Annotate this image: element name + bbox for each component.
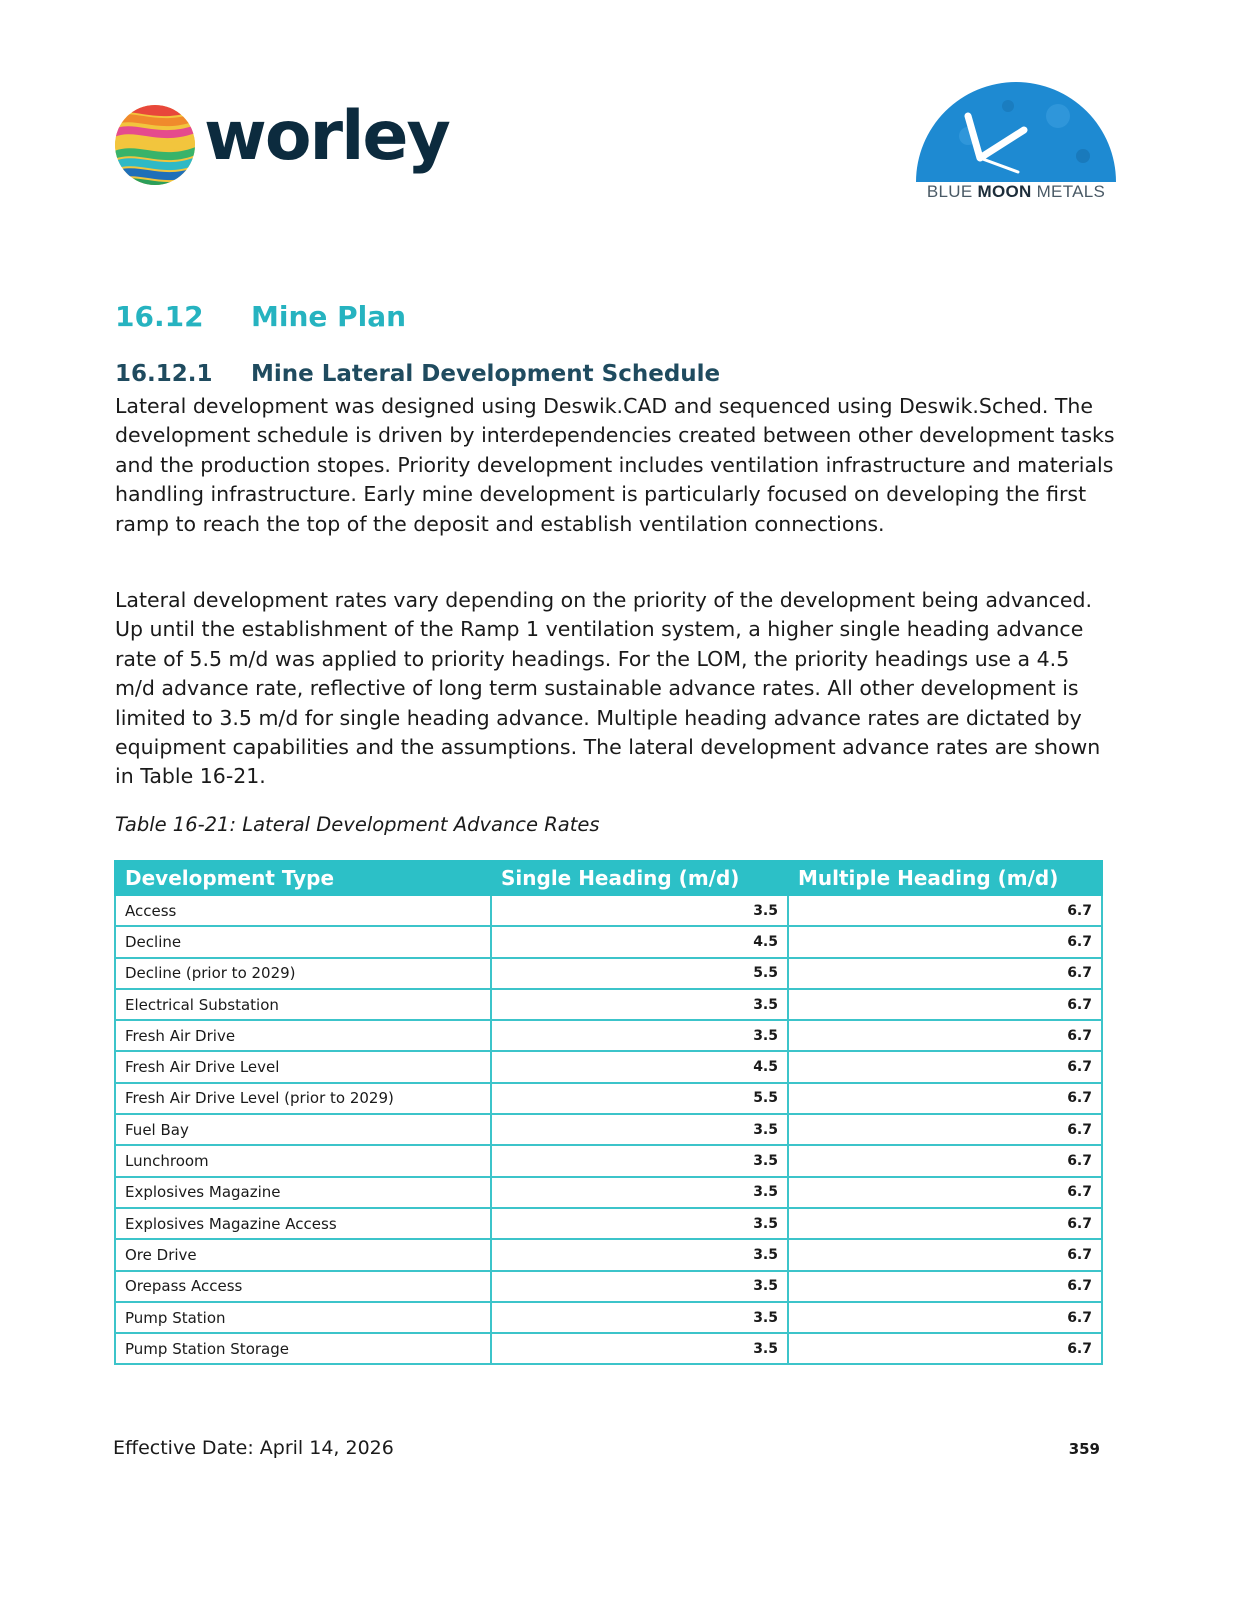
- table-row: [115, 1145, 1102, 1176]
- multiple-heading-cell: 6.7: [788, 958, 1102, 989]
- development-type-cell: Ore Drive: [115, 1239, 491, 1270]
- table-row: [115, 958, 1102, 989]
- multiple-heading-cell: 6.7: [788, 1083, 1102, 1114]
- subsection-heading: [115, 361, 720, 387]
- header-single-heading: Single Heading (m/d): [491, 861, 788, 895]
- worley-swirl-icon: [112, 102, 198, 188]
- page-number: 359: [1068, 1440, 1100, 1458]
- single-heading-cell: 5.5: [491, 958, 788, 989]
- table-row: [115, 1333, 1102, 1364]
- development-type-cell: Explosives Magazine Access: [115, 1208, 491, 1239]
- development-type-cell: Access: [115, 895, 491, 926]
- single-heading-cell: 3.5: [491, 1333, 788, 1364]
- advance-rates-table: [114, 860, 1103, 1365]
- multiple-heading-cell: 6.7: [788, 1208, 1102, 1239]
- blue-moon-metals-wordmark: BLUE MOON METALS: [926, 182, 1106, 201]
- multiple-heading-cell: 6.7: [788, 1145, 1102, 1176]
- single-heading-cell: 3.5: [491, 1271, 788, 1302]
- development-type-cell: Decline: [115, 926, 491, 957]
- development-type-cell: Fuel Bay: [115, 1114, 491, 1145]
- table-row: [115, 1114, 1102, 1145]
- multiple-heading-cell: 6.7: [788, 1302, 1102, 1333]
- development-type-cell: Electrical Substation: [115, 989, 491, 1020]
- development-type-cell: Pump Station Storage: [115, 1333, 491, 1364]
- single-heading-cell: 3.5: [491, 989, 788, 1020]
- development-type-cell: Explosives Magazine: [115, 1177, 491, 1208]
- development-type-cell: Pump Station: [115, 1302, 491, 1333]
- single-heading-cell: 5.5: [491, 1083, 788, 1114]
- body-paragraph-1: Lateral development was designed using Deswik.CAD and sequenced using Deswik.Sched. The development schedule is driven by interdependencies created between other development tasks and the production stopes. Priority development includes ventilation infrastructure and materials handling infrastructure. Early mine development is particularly focused on developing the first ramp to reach the top of the deposit and establish ventilation connections.: [115, 394, 1115, 536]
- single-heading-cell: 3.5: [491, 1177, 788, 1208]
- multiple-heading-cell: 6.7: [788, 895, 1102, 926]
- moon-clock-icon: [908, 76, 1124, 184]
- table-row: [115, 1083, 1102, 1114]
- table-header-row: [115, 861, 1102, 895]
- table-row: [115, 895, 1102, 926]
- single-heading-cell: 3.5: [491, 1302, 788, 1333]
- single-heading-cell: 3.5: [491, 1114, 788, 1145]
- development-type-cell: Fresh Air Drive Level: [115, 1051, 491, 1082]
- section-title: Mine Plan: [251, 300, 407, 333]
- table-row: [115, 1302, 1102, 1333]
- section-number: 16.12: [115, 300, 204, 333]
- body-paragraph-2: Lateral development rates vary depending on the priority of the development being advanced. Up until the establishment of the Ramp 1 ventilation system, a higher single heading advance rate of 5.5 m/d was applied to priority headings. For the LOM, the priority headings use a 4.5 m/d advance rate, reflective of long term sustainable advance rates. All other development is limited to 3.5 m/d for single heading advance. Multiple heading advance rates are dictated by equipment capabilities and the assumptions. The lateral development advance rates are shown in Table 16-21.: [115, 588, 1101, 789]
- multiple-heading-cell: 6.7: [788, 1114, 1102, 1145]
- table-row: [115, 1020, 1102, 1051]
- multiple-heading-cell: 6.7: [788, 1177, 1102, 1208]
- multiple-heading-cell: 6.7: [788, 1333, 1102, 1364]
- multiple-heading-cell: 6.7: [788, 926, 1102, 957]
- single-heading-cell: 4.5: [491, 1051, 788, 1082]
- subsection-title: Mine Lateral Development Schedule: [251, 361, 721, 387]
- single-heading-cell: 3.5: [491, 1239, 788, 1270]
- development-type-cell: Orepass Access: [115, 1271, 491, 1302]
- table-row: [115, 1177, 1102, 1208]
- worley-wordmark: worley: [204, 97, 449, 176]
- single-heading-cell: 3.5: [491, 1020, 788, 1051]
- multiple-heading-cell: 6.7: [788, 1271, 1102, 1302]
- effective-date: Effective Date: April 14, 2026: [113, 1437, 394, 1459]
- single-heading-cell: 3.5: [491, 895, 788, 926]
- development-type-cell: Lunchroom: [115, 1145, 491, 1176]
- blue-moon-metals-logo: [908, 76, 1124, 206]
- table-row: [115, 1208, 1102, 1239]
- table-row: [115, 1239, 1102, 1270]
- development-type-cell: Decline (prior to 2029): [115, 958, 491, 989]
- table-row: [115, 926, 1102, 957]
- multiple-heading-cell: 6.7: [788, 989, 1102, 1020]
- table-row: [115, 1051, 1102, 1082]
- header-development-type: Development Type: [115, 861, 491, 895]
- section-heading: [115, 300, 406, 333]
- multiple-heading-cell: 6.7: [788, 1051, 1102, 1082]
- multiple-heading-cell: 6.7: [788, 1020, 1102, 1051]
- development-type-cell: Fresh Air Drive Level (prior to 2029): [115, 1083, 491, 1114]
- header-multiple-heading: Multiple Heading (m/d): [788, 861, 1102, 895]
- single-heading-cell: 4.5: [491, 926, 788, 957]
- multiple-heading-cell: 6.7: [788, 1239, 1102, 1270]
- single-heading-cell: 3.5: [491, 1145, 788, 1176]
- table-row: [115, 989, 1102, 1020]
- table-row: [115, 1271, 1102, 1302]
- development-type-cell: Fresh Air Drive: [115, 1020, 491, 1051]
- worley-logo: [112, 97, 452, 190]
- subsection-number: 16.12.1: [115, 361, 213, 387]
- single-heading-cell: 3.5: [491, 1208, 788, 1239]
- table-caption: Table 16-21: Lateral Development Advance Rates: [115, 813, 600, 836]
